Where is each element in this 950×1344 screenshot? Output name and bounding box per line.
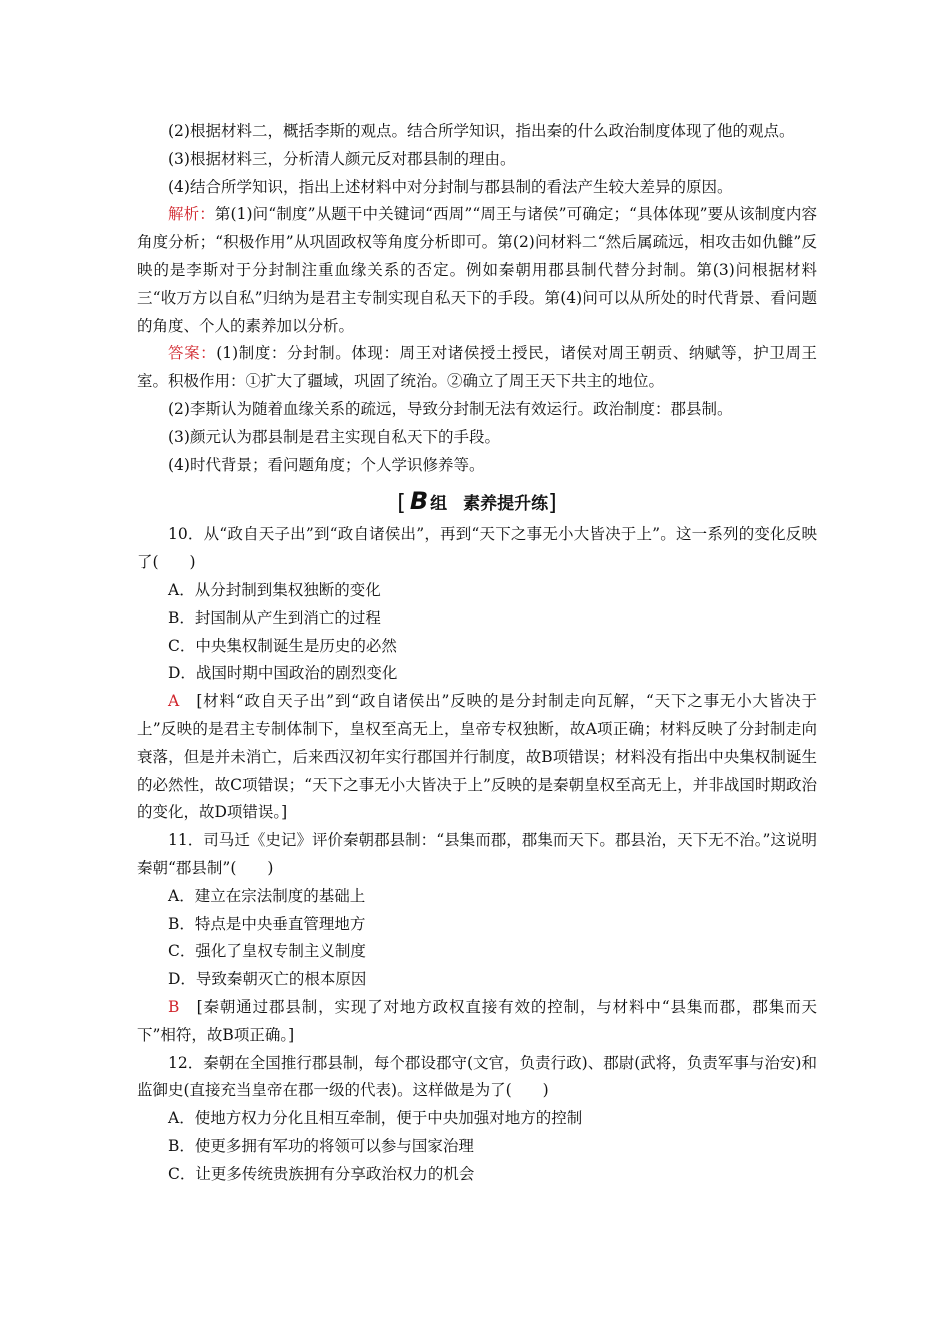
document-page <box>137 118 817 1188</box>
q12-option-c: C．让更多传统贵族拥有分享政治权力的机会 <box>168 1164 475 1183</box>
section-close-bracket: ] <box>548 491 557 517</box>
analysis-paragraph <box>137 201 817 340</box>
q10-option-a: A．从分封制到集权独断的变化 <box>168 580 381 599</box>
q10-answer-letter: A <box>168 692 180 711</box>
q10-answer <box>137 688 817 827</box>
section-open-bracket: [ <box>397 491 406 517</box>
q11-option-a: A．建立在宗法制度的基础上 <box>168 886 366 905</box>
q10-explanation: [材料“政自天子出”到“政自诸侯出”反映的是分封制走向瓦解，“天下之事无小大皆决于上”反映的是君主专制体制下，皇权至高无上，皇帝专权独断，故A项正确；材料反映了分封制走向衰落，但是并未消亡，后来西汉初年实行郡国并行制度，故B项错误；材料没有指出中央集权制诞生的必然性，故C项错误；“天下之事无小大皆决于上”反映的是秦朝皇权至高无上，并非战国时期政治的变化，故D项错误。] <box>137 692 817 822</box>
answer-1 <box>137 340 817 396</box>
analysis-text: 第(1)问“制度”从题干中关键词“西周”“周王与诸侯”可确定；“具体体现”要从该制度内容角度分析；“积极作用”从巩固政权等角度分析即可。第(2)问材料二“然后属疏远，相攻击如仇雠”反映的是李斯对于分封制注重血缘关系的否定。例如秦朝用郡县制代替分封制。第(3)问根据材料三“收万方以自私”归纳为是君主专制实现自私天下的手段。第(4)问可以从所处的时代背景、看问题的角度、个人的素养加以分析。 <box>137 205 817 335</box>
q12-option-b: B．使更多拥有军功的将领可以参与国家治理 <box>168 1136 474 1155</box>
q10-option-d: D．战国时期中国政治的剧烈变化 <box>168 664 398 683</box>
q11-explanation: [秦朝通过郡县制，实现了对地方政权直接有效的控制，与材料中“县集而郡，郡集而天下”相符，故B项正确。] <box>137 997 817 1044</box>
analysis-label: 解析： <box>168 205 215 224</box>
q11-answer <box>137 994 817 1050</box>
q9-sub4: (4)结合所学知识，指出上述材料中对分封制与郡县制的看法产生较大差异的原因。 <box>168 177 733 196</box>
q10-option-b: B．封国制从产生到消亡的过程 <box>168 608 381 627</box>
section-group: 组 <box>430 494 448 515</box>
answer-label: 答案： <box>168 344 217 363</box>
q11-option-d: D．导致秦朝灭亡的根本原因 <box>168 970 367 989</box>
section-header <box>137 485 817 517</box>
q10-stem: 10．从“政自天子出”到“政自诸侯出”，再到“天下之事无小大皆决于上”。这一系列的变化反映了( ) <box>137 525 817 572</box>
q9-sub2: (2)根据材料二，概括李斯的观点。结合所学知识，指出秦的什么政治制度体现了他的观点。 <box>168 122 795 140</box>
q11-stem: 11．司马迁《史记》评价秦朝郡县制：“县集而郡，郡集而天下。郡县治，天下无不治。”这说明秦朝“郡县制”( ) <box>137 831 817 877</box>
section-letter: B <box>409 487 429 516</box>
answer-2: (2)李斯认为随着血缘关系的疏远，导致分封制无法有效运行。政治制度：郡县制。 <box>168 399 733 418</box>
q9-sub3: (3)根据材料三，分析清人颜元反对郡县制的理由。 <box>168 149 516 168</box>
q12-option-a: A．使地方权力分化且相互牵制，便于中央加强对地方的控制 <box>168 1109 583 1128</box>
q12-stem: 12．秦朝在全国推行郡县制，每个郡设郡守(文官，负责行政)、郡尉(武将，负责军事与治安)和监御史(直接充当皇帝在郡一级的代表)。这样做是为了( ) <box>137 1053 817 1100</box>
q11-option-c: C．强化了皇权专制主义制度 <box>168 942 366 961</box>
q10-option-c: C．中央集权制诞生是历史的必然 <box>168 636 397 655</box>
answer-1-text: (1)制度：分封制。体现：周王对诸侯授土授民，诸侯对周王朝贡、纳赋等，护卫周王室。积极作用：①扩大了疆域，巩固了统治。②确立了周王天下共主的地位。 <box>137 344 817 391</box>
section-title: 素养提升练 <box>463 494 549 515</box>
answer-3: (3)颜元认为郡县制是君主实现自私天下的手段。 <box>168 427 500 446</box>
q11-option-b: B．特点是中央垂直管理地方 <box>168 914 366 933</box>
answer-4: (4)时代背景；看问题角度；个人学识修养等。 <box>168 455 485 474</box>
q11-answer-letter: B <box>168 997 180 1016</box>
